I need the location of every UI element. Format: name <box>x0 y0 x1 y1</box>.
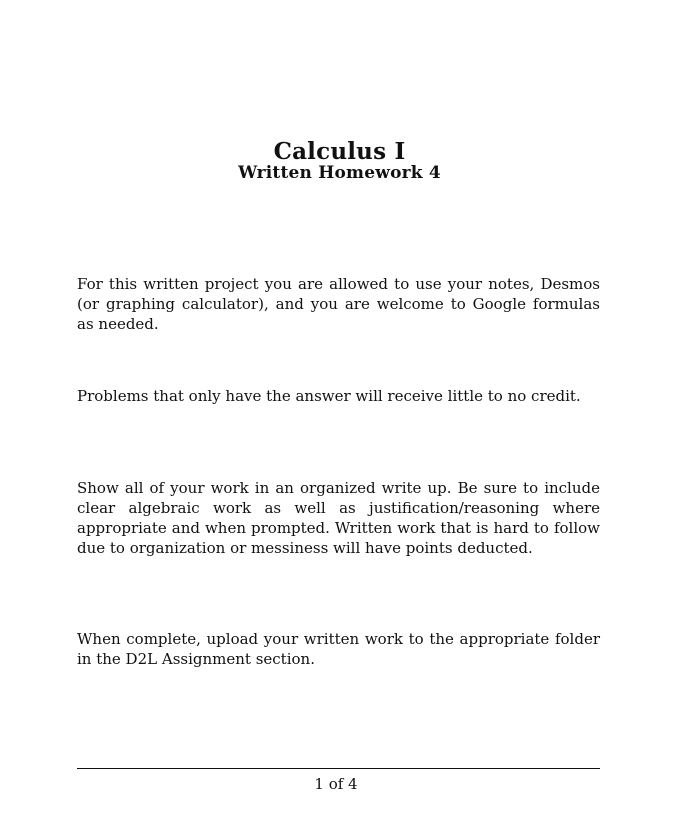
instruction-paragraph-work: Show all of your work in an organized write up. Be sure to include clear algebraic work as well as justification/reasoning where appropriate and when prompted. Written work that is hard to follow due to organization or messiness will have points deducted. <box>77 479 600 557</box>
instruction-paragraph-resources: For this written project you are allowed to use your notes, Desmos (or graphing calculator), and you are welcome to Google formulas as needed. <box>77 275 600 333</box>
instruction-paragraph-credit: Problems that only have the answer will receive little to no credit. <box>77 387 581 405</box>
footer-divider <box>77 768 600 769</box>
page-subtitle: Written Homework 4 <box>238 163 441 183</box>
instruction-paragraph-upload: When complete, upload your written work to the appropriate folder in the D2L Assignment section. <box>77 630 600 668</box>
page-number: 1 of 4 <box>314 775 358 793</box>
page-title: Calculus I <box>273 138 406 165</box>
